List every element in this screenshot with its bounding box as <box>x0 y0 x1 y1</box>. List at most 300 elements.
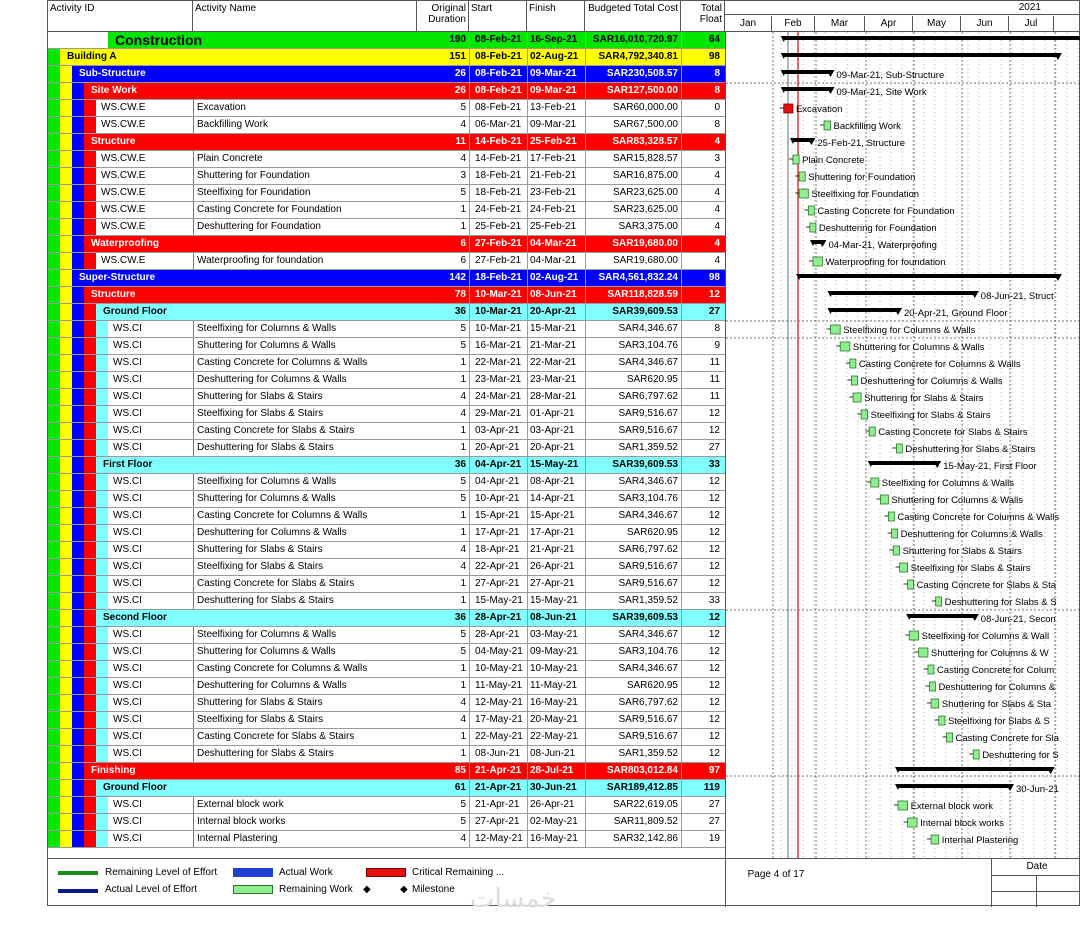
finish-cell: 28-Mar-21 <box>530 391 577 402</box>
col-activity-id[interactable]: Activity ID <box>48 1 193 31</box>
activity-id: WS.CI <box>113 799 142 810</box>
summary-bar <box>831 308 898 312</box>
activity-row[interactable] <box>48 814 725 831</box>
gantt-label: Plain Concrete <box>802 155 865 166</box>
activity-row[interactable] <box>48 508 725 525</box>
activity-row[interactable] <box>48 644 725 661</box>
wbs-band <box>48 593 60 610</box>
wbs-band <box>48 712 60 729</box>
activity-name: Excavation <box>197 102 246 113</box>
wbs-row[interactable] <box>48 287 725 304</box>
activity-row[interactable] <box>48 321 725 338</box>
activity-row[interactable] <box>48 491 725 508</box>
activity-row[interactable] <box>48 678 725 695</box>
finish-cell: 16-May-21 <box>530 833 578 844</box>
gantt-timescale <box>725 1 1080 31</box>
wbs-band <box>84 627 96 644</box>
float-cell: 4 <box>714 204 720 215</box>
activity-row[interactable] <box>48 202 725 219</box>
wbs-row[interactable] <box>48 83 725 100</box>
float-cell: 27 <box>708 816 720 827</box>
wbs-band <box>72 627 84 644</box>
float-cell: 11 <box>709 391 720 402</box>
gantt-label: Steelfixing for Slabs & Stairs <box>910 563 1031 574</box>
activity-row[interactable] <box>48 576 725 593</box>
float-cell: 12 <box>708 578 720 589</box>
activity-row[interactable] <box>48 168 725 185</box>
cell-divider <box>585 508 586 525</box>
schedule-page <box>47 0 1080 906</box>
finish-cell: 15-Mar-21 <box>530 323 577 334</box>
wbs-band <box>60 423 72 440</box>
cell-divider <box>527 83 528 100</box>
wbs-band <box>72 559 84 576</box>
wbs-band <box>96 423 108 440</box>
activity-row[interactable] <box>48 797 725 814</box>
duration-cell: 36 <box>454 459 466 470</box>
wbs-band <box>48 134 60 151</box>
finish-cell: 10-May-21 <box>530 663 578 674</box>
cost-cell: SAR9,516.67 <box>618 561 678 572</box>
wbs-band <box>60 593 72 610</box>
cell-divider <box>469 100 470 117</box>
wbs-band <box>96 355 108 372</box>
wbs-band <box>84 185 96 202</box>
cell-divider <box>681 338 682 355</box>
activity-row[interactable] <box>48 474 725 491</box>
wbs-row[interactable] <box>48 304 725 321</box>
finish-cell: 02-Aug-21 <box>530 272 579 283</box>
activity-name: Steelfixing for Columns & Walls <box>197 629 337 640</box>
wbs-band <box>48 423 60 440</box>
wbs-band <box>96 508 108 525</box>
float-cell: 8 <box>714 68 720 79</box>
activity-row[interactable] <box>48 661 725 678</box>
activity-name: Backfilling Work <box>197 119 268 130</box>
wbs-band <box>60 83 72 100</box>
legend-remaining-loe: Remaining Level of Effort <box>105 867 218 878</box>
duration-cell: 6 <box>460 238 466 249</box>
finish-cell: 16-May-21 <box>530 697 578 708</box>
summary-bar <box>784 70 831 74</box>
cell-divider <box>527 712 528 729</box>
cell-divider <box>681 814 682 831</box>
wbs-band <box>48 797 60 814</box>
activity-row[interactable] <box>48 627 725 644</box>
duration-cell: 26 <box>454 85 466 96</box>
wbs-band <box>84 593 96 610</box>
wbs-row[interactable] <box>48 66 725 83</box>
gantt-label: Deshuttering for Slabs & S <box>944 597 1057 608</box>
wbs-band <box>72 593 84 610</box>
gantt-label: 04-Mar-21, Waterproofing <box>828 240 937 251</box>
col-cost[interactable]: Budgeted Total Cost <box>585 1 681 31</box>
activity-id: WS.CI <box>113 561 142 572</box>
cell-divider <box>469 185 470 202</box>
activity-name: Casting Concrete for Columns & Walls <box>197 510 368 521</box>
wbs-row[interactable] <box>48 270 725 287</box>
wbs-row[interactable] <box>48 763 725 780</box>
finish-cell: 25-Feb-21 <box>530 136 577 147</box>
activity-row[interactable] <box>48 831 725 848</box>
cell-divider <box>681 168 682 185</box>
actual-loe-swatch <box>58 889 98 893</box>
activity-row[interactable] <box>48 712 725 729</box>
start-cell: 08-Feb-21 <box>475 102 522 113</box>
activity-id: WS.CI <box>113 544 142 555</box>
activity-row[interactable] <box>48 151 725 168</box>
activity-bar <box>840 342 850 351</box>
cell-divider <box>585 49 586 66</box>
cost-cell: SAR1,359.52 <box>618 748 678 759</box>
cell-divider <box>681 287 682 304</box>
wbs-band <box>60 831 72 848</box>
cell-divider <box>585 168 586 185</box>
cell-divider <box>681 831 682 848</box>
wbs-band <box>96 474 108 491</box>
activity-row[interactable] <box>48 389 725 406</box>
gantt-label: Deshuttering for Columns & <box>938 682 1056 693</box>
wbs-band <box>48 304 60 321</box>
cell-divider <box>527 559 528 576</box>
wbs-band <box>48 168 60 185</box>
activity-row[interactable] <box>48 372 725 389</box>
wbs-row[interactable] <box>48 236 725 253</box>
cell-divider <box>527 134 528 151</box>
cell-divider <box>681 627 682 644</box>
cell-divider <box>585 627 586 644</box>
cell-divider <box>527 729 528 746</box>
activity-id: WS.CI <box>113 374 142 385</box>
cell-divider <box>681 508 682 525</box>
duration-cell: 5 <box>460 187 466 198</box>
activity-name: Casting Concrete for Slabs & Stairs <box>197 425 355 436</box>
month-apr: Apr <box>865 16 913 31</box>
cell-divider <box>527 32 528 49</box>
activity-bar <box>900 563 908 572</box>
activity-row[interactable] <box>48 559 725 576</box>
gantt-label: 30-Jun-21 <box>1016 784 1059 795</box>
activity-id: WS.CI <box>113 714 142 725</box>
wbs-row[interactable] <box>48 32 725 49</box>
cost-cell: SAR19,680.00 <box>612 255 678 266</box>
cell-divider <box>527 593 528 610</box>
wbs-row[interactable] <box>48 134 725 151</box>
wbs-band <box>48 202 60 219</box>
start-cell: 17-May-21 <box>475 714 523 725</box>
wbs-band <box>84 253 96 270</box>
wbs-band <box>60 814 72 831</box>
cell-divider <box>585 576 586 593</box>
wbs-band <box>60 304 72 321</box>
cell-divider <box>527 542 528 559</box>
cell-divider <box>681 83 682 100</box>
activity-row[interactable] <box>48 253 725 270</box>
wbs-band <box>84 117 96 134</box>
wbs-band <box>48 474 60 491</box>
start-cell: 22-Apr-21 <box>475 561 520 572</box>
wbs-band <box>72 100 84 117</box>
cell-divider <box>527 372 528 389</box>
wbs-band <box>72 202 84 219</box>
summary-bar <box>799 274 1058 278</box>
cell-divider <box>469 304 470 321</box>
finish-cell: 08-Jun-21 <box>530 748 576 759</box>
cell-divider <box>681 100 682 117</box>
cell-divider <box>469 593 470 610</box>
wbs-band <box>84 508 96 525</box>
wbs-band <box>96 746 108 763</box>
cell-divider <box>585 185 586 202</box>
float-cell: 8 <box>714 119 720 130</box>
wbs-row[interactable] <box>48 457 725 474</box>
wbs-band <box>72 491 84 508</box>
col-float[interactable]: Total Float <box>681 1 725 31</box>
cell-divider <box>527 746 528 763</box>
cell-divider <box>469 117 470 134</box>
cell-divider <box>681 593 682 610</box>
wbs-band <box>84 202 96 219</box>
wbs-band <box>96 491 108 508</box>
cell-divider <box>527 270 528 287</box>
wbs-band <box>48 746 60 763</box>
cost-cell: SAR39,609.53 <box>612 459 678 470</box>
activity-bar <box>793 155 799 164</box>
wbs-band <box>48 525 60 542</box>
activity-row[interactable] <box>48 219 725 236</box>
cell-divider <box>527 576 528 593</box>
cell-divider <box>585 304 586 321</box>
cell-divider <box>527 202 528 219</box>
cost-cell: SAR16,010,720.97 <box>592 34 678 45</box>
activity-row[interactable] <box>48 406 725 423</box>
activity-row[interactable] <box>48 440 725 457</box>
cost-cell: SAR4,346.67 <box>618 663 678 674</box>
duration-cell: 1 <box>460 425 466 436</box>
cell-divider <box>585 270 586 287</box>
cell-divider <box>527 219 528 236</box>
duration-cell: 4 <box>460 544 466 555</box>
wbs-band <box>48 763 60 780</box>
finish-cell: 21-Mar-21 <box>530 340 577 351</box>
cell-divider <box>469 151 470 168</box>
wbs-band <box>72 151 84 168</box>
start-cell: 10-Mar-21 <box>475 306 522 317</box>
cell-divider <box>681 389 682 406</box>
cell-divider <box>681 406 682 423</box>
float-cell: 64 <box>708 34 720 45</box>
cell-divider <box>585 66 586 83</box>
activity-row[interactable] <box>48 729 725 746</box>
summary-bar <box>871 461 937 465</box>
activity-id: WS.CI <box>113 476 142 487</box>
cell-divider <box>585 236 586 253</box>
duration-cell: 1 <box>460 680 466 691</box>
gantt-label: 15-May-21, First Floor <box>943 461 1037 472</box>
wbs-band <box>84 525 96 542</box>
wbs-band <box>60 117 72 134</box>
wbs-band <box>84 338 96 355</box>
cell-divider <box>469 338 470 355</box>
start-cell: 29-Mar-21 <box>475 408 522 419</box>
cell-divider <box>527 508 528 525</box>
wbs-band <box>96 695 108 712</box>
start-cell: 21-Apr-21 <box>475 799 520 810</box>
cost-cell: SAR83,328.57 <box>612 136 678 147</box>
gantt-label: Shuttering for Slabs & Stairs <box>864 393 984 404</box>
cell-divider <box>585 406 586 423</box>
cell-divider <box>527 151 528 168</box>
activity-row[interactable] <box>48 355 725 372</box>
legend-actual-loe: Actual Level of Effort <box>105 884 198 895</box>
col-start[interactable]: Start <box>469 1 527 31</box>
activity-id: WS.CI <box>113 663 142 674</box>
start-cell: 18-Feb-21 <box>475 187 522 198</box>
cell-divider <box>585 32 586 49</box>
gantt-label: Shuttering for Columns & Walls <box>891 495 1024 506</box>
cell-divider <box>527 168 528 185</box>
finish-cell: 09-Mar-21 <box>530 68 577 79</box>
activity-name: Waterproofing for foundation <box>197 255 324 266</box>
wbs-band <box>60 406 72 423</box>
activity-id: WS.CI <box>113 357 142 368</box>
wbs-band <box>48 610 60 627</box>
cost-cell: SAR23,625.00 <box>612 187 678 198</box>
finish-cell: 22-Mar-21 <box>530 357 577 368</box>
col-finish[interactable]: Finish <box>527 1 585 31</box>
float-cell: 11 <box>709 357 720 368</box>
wbs-row[interactable] <box>48 49 725 66</box>
activity-id: WS.CI <box>113 510 142 521</box>
wbs-band <box>60 253 72 270</box>
wbs-band <box>60 185 72 202</box>
duration-cell: 151 <box>449 51 466 62</box>
activity-row[interactable] <box>48 746 725 763</box>
activity-row[interactable] <box>48 185 725 202</box>
float-cell: 4 <box>714 238 720 249</box>
activity-row[interactable] <box>48 100 725 117</box>
start-cell: 04-Apr-21 <box>475 459 522 470</box>
cell-divider <box>469 32 470 49</box>
start-cell: 18-Apr-21 <box>475 544 520 555</box>
cost-cell: SAR6,797.62 <box>618 391 678 402</box>
cell-divider <box>681 695 682 712</box>
cell-divider <box>585 661 586 678</box>
wbs-band <box>84 746 96 763</box>
cell-divider <box>469 49 470 66</box>
wbs-band <box>60 746 72 763</box>
col-activity-name[interactable]: Activity Name <box>193 1 417 31</box>
activity-name: Shuttering for Slabs & Stairs <box>197 697 323 708</box>
cell-divider <box>681 780 682 797</box>
activity-id: WS.CI <box>113 731 142 742</box>
gantt-label: Shuttering for Slabs & Stairs <box>902 546 1022 557</box>
cost-cell: SAR803,012.84 <box>606 765 678 776</box>
gantt-label: Internal block works <box>920 818 1005 829</box>
wbs-band <box>84 644 96 661</box>
cost-cell: SAR620.95 <box>626 527 678 538</box>
gantt-label: Deshuttering for Columns & Walls <box>860 376 1003 387</box>
cost-cell: SAR9,516.67 <box>618 408 678 419</box>
activity-name: Casting Concrete for Columns & Walls <box>197 357 368 368</box>
wbs-band <box>84 559 96 576</box>
activity-row[interactable] <box>48 117 725 134</box>
cell-divider <box>681 746 682 763</box>
wbs-band <box>60 236 72 253</box>
activity-row[interactable] <box>48 525 725 542</box>
finish-cell: 15-Apr-21 <box>530 510 575 521</box>
cell-divider <box>585 780 586 797</box>
gantt-label: Excavation <box>795 104 843 115</box>
wbs-band <box>48 83 60 100</box>
float-cell: 12 <box>708 612 720 623</box>
wbs-band <box>60 134 72 151</box>
float-cell: 98 <box>708 272 720 283</box>
activity-name: Deshuttering for Slabs & Stairs <box>197 748 334 759</box>
cell-divider <box>469 457 470 474</box>
wbs-row[interactable] <box>48 610 725 627</box>
activity-row[interactable] <box>48 423 725 440</box>
finish-cell: 09-Mar-21 <box>530 119 577 130</box>
cell-divider <box>585 117 586 134</box>
activity-name: Steelfixing for Columns & Walls <box>197 323 337 334</box>
start-cell: 27-Feb-21 <box>475 238 522 249</box>
cost-cell: SAR6,797.62 <box>618 544 678 555</box>
activity-bar <box>908 580 914 589</box>
wbs-band <box>60 389 72 406</box>
activity-row[interactable] <box>48 593 725 610</box>
wbs-row[interactable] <box>48 780 725 797</box>
wbs-band <box>60 66 72 83</box>
gantt-label: 09-Mar-21, Site Work <box>836 87 927 98</box>
float-cell: 12 <box>708 510 720 521</box>
start-cell: 28-Apr-21 <box>475 612 522 623</box>
cell-divider <box>585 134 586 151</box>
wbs-band <box>84 100 96 117</box>
wbs-band <box>48 831 60 848</box>
activity-bar <box>871 478 879 487</box>
duration-cell: 5 <box>460 799 466 810</box>
cell-divider <box>527 831 528 848</box>
wbs-band <box>84 389 96 406</box>
activity-bar <box>831 325 841 334</box>
cell-divider <box>681 253 682 270</box>
activity-row[interactable] <box>48 338 725 355</box>
wbs-band <box>84 610 96 627</box>
cell-divider <box>469 491 470 508</box>
finish-cell: 01-Apr-21 <box>530 408 575 419</box>
cell-divider <box>527 763 528 780</box>
activity-row[interactable] <box>48 695 725 712</box>
finish-cell: 02-May-21 <box>530 816 578 827</box>
wbs-band <box>60 270 72 287</box>
activity-id: WS.CI <box>113 646 142 657</box>
activity-bar <box>893 546 899 555</box>
cell-divider <box>527 491 528 508</box>
cost-cell: SAR39,609.53 <box>612 612 678 623</box>
activity-id: WS.CW.E <box>101 153 146 164</box>
col-duration[interactable]: Original Duration <box>417 1 469 31</box>
float-cell: 0 <box>714 102 720 113</box>
finish-cell: 23-Feb-21 <box>530 187 577 198</box>
gantt-label: Deshuttering for S <box>982 750 1059 761</box>
wbs-band <box>60 372 72 389</box>
float-cell: 12 <box>708 629 720 640</box>
activity-row[interactable] <box>48 542 725 559</box>
wbs-band <box>96 814 108 831</box>
cost-cell: SAR67,500.00 <box>612 119 678 130</box>
cell-divider <box>585 338 586 355</box>
